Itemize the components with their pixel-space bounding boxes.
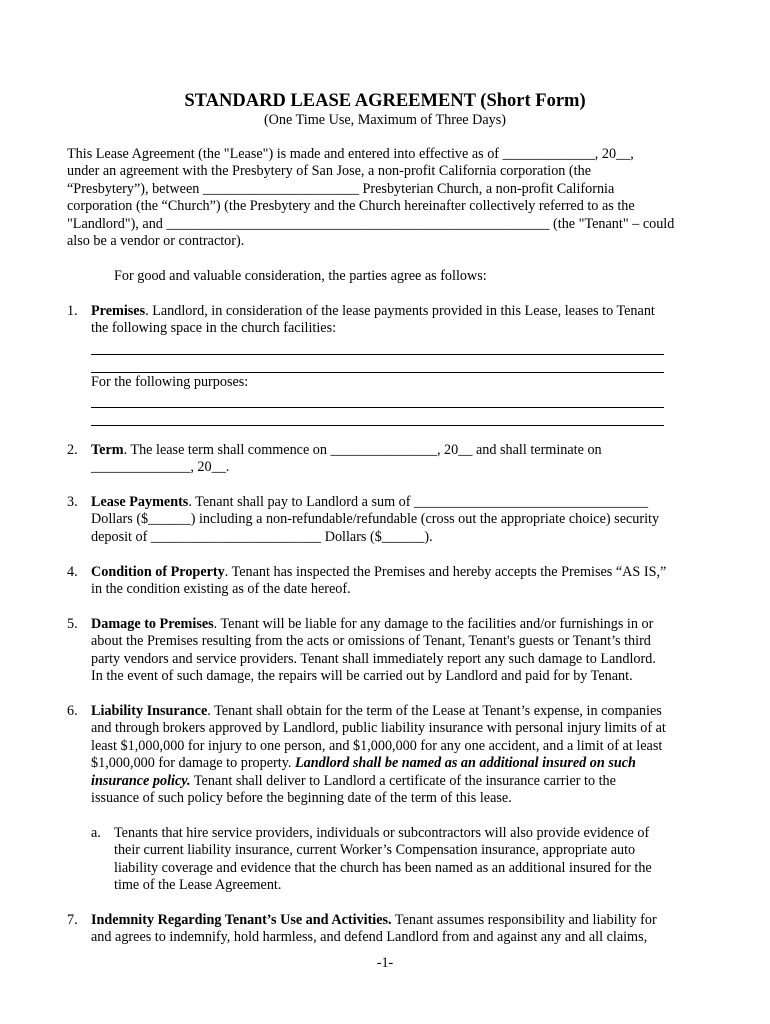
section-text: and agrees to indemnify, hold harmless, and defend Landlord from and against any and all claims, <box>91 929 648 946</box>
section-number: 7. <box>67 912 78 928</box>
intro-line: corporation (the “Church”) (the Presbytery and the Church hereinafter collectively referred to as the <box>67 198 635 215</box>
section-number: 6. <box>67 703 78 719</box>
section-text: $1,000,000 for damage to property. <box>91 755 295 772</box>
intro-line: “Presbytery”), between ______________________ Presbyterian Church, a non-profit California <box>67 180 615 197</box>
section-text: and through brokers approved by Landlord, public liability insurance with personal injury limits of at <box>91 720 666 737</box>
purposes-label: For the following purposes: <box>91 373 249 390</box>
section-heading: Damage to Premises <box>91 616 214 632</box>
section-text: . Tenant shall obtain for the term of the Lease at Tenant’s expense, in companies <box>207 703 662 719</box>
section-heading: Indemnity Regarding Tenant’s Use and Activities. <box>91 912 392 928</box>
emphasis-text: Landlord shall be named as an additional insured on such <box>294 755 636 772</box>
section-heading: Premises <box>91 303 146 319</box>
section-text: . Tenant has inspected the Premises and hereby accepts the Premises “AS IS,” <box>224 564 667 580</box>
intro-paragraph <box>67 146 707 250</box>
section-text: Dollars ($______) including a non-refundable/refundable (cross out the appropriate choice) security <box>91 511 660 528</box>
intro-line: "Landlord"), and ______________________________________________________ (the "Tenant" – could <box>67 215 675 232</box>
section-text: the following space in the church facilities: <box>91 320 337 337</box>
section-text: issuance of such policy before the beginning date of the term of this lease. <box>91 790 512 807</box>
subsection-text: time of the Lease Agreement. <box>114 877 282 894</box>
section-text: In the event of such damage, the repairs will be carried out by Landlord and paid for by Tenant. <box>91 668 633 685</box>
section-text: . Tenant will be liable for any damage to the facilities and/or furnishings in or <box>213 616 654 632</box>
section-number: 3. <box>67 494 78 510</box>
blank-line <box>91 372 664 373</box>
section-text: deposit of ________________________ Dollars ($______). <box>91 528 433 545</box>
section-text: . Tenant shall pay to Landlord a sum of _________________________________ <box>188 494 649 510</box>
section-number: 1. <box>67 303 78 319</box>
blank-line <box>91 354 664 355</box>
document-subtitle: (One Time Use, Maximum of Three Days) <box>263 112 507 128</box>
section-text: party vendors and service providers. Tenant shall immediately report any such damage to Landlord. <box>91 650 656 667</box>
section-text: in the condition existing as of the date hereof. <box>91 581 351 598</box>
consideration-line <box>114 268 714 285</box>
section-text: ______________, 20__. <box>91 459 230 476</box>
subsection-letter: a. <box>91 825 101 841</box>
section-heading: Term <box>91 442 124 458</box>
section-number: 4. <box>67 564 78 580</box>
blank-line <box>91 425 664 426</box>
section-number: 2. <box>67 442 78 458</box>
section-text: . Landlord, in consideration of the lease payments provided in this Lease, leases to Tenant <box>145 303 655 319</box>
section-text: . The lease term shall commence on _______________, 20__ and shall terminate on <box>123 442 602 458</box>
section-text: least $1,000,000 for injury to one person, and $1,000,000 for any one accident, and a limit of at least <box>91 737 663 754</box>
section-heading: Liability Insurance <box>91 703 208 719</box>
intro-line: This Lease Agreement (the "Lease") is made and entered into effective as of _____________, 20__, <box>67 146 634 162</box>
subsection-text: liability coverage and evidence that the church has been named as an additional insured for the <box>114 859 652 876</box>
section-text: about the Premises resulting from the acts or omissions of Tenant, Tenant's guests or Tenant’s third <box>91 633 651 650</box>
section-heading: Lease Payments <box>91 494 189 510</box>
subsection-text: their current liability insurance, current Worker’s Compensation insurance, appropriate auto <box>114 842 636 859</box>
intro-line: under an agreement with the Presbytery of San Jose, a non-profit California corporation (the <box>67 163 591 180</box>
subsection-text: Tenants that hire service providers, individuals or subcontractors will also provide evidence of <box>114 825 650 841</box>
section-number: 5. <box>67 616 78 632</box>
emphasis-text: insurance policy. <box>91 772 191 789</box>
consideration-text: For good and valuable consideration, the parties agree as follows: <box>114 268 487 284</box>
section-heading: Condition of Property <box>91 564 225 580</box>
section-text: Tenant assumes responsibility and liability for <box>391 912 657 928</box>
page-number: -1- <box>376 955 394 971</box>
document-title: STANDARD LEASE AGREEMENT (Short Form) <box>184 91 586 111</box>
blank-line <box>91 407 664 408</box>
section-text: Tenant shall deliver to Landlord a certificate of the insurance carrier to the <box>190 772 616 789</box>
intro-line: also be a vendor or contractor). <box>67 233 245 250</box>
